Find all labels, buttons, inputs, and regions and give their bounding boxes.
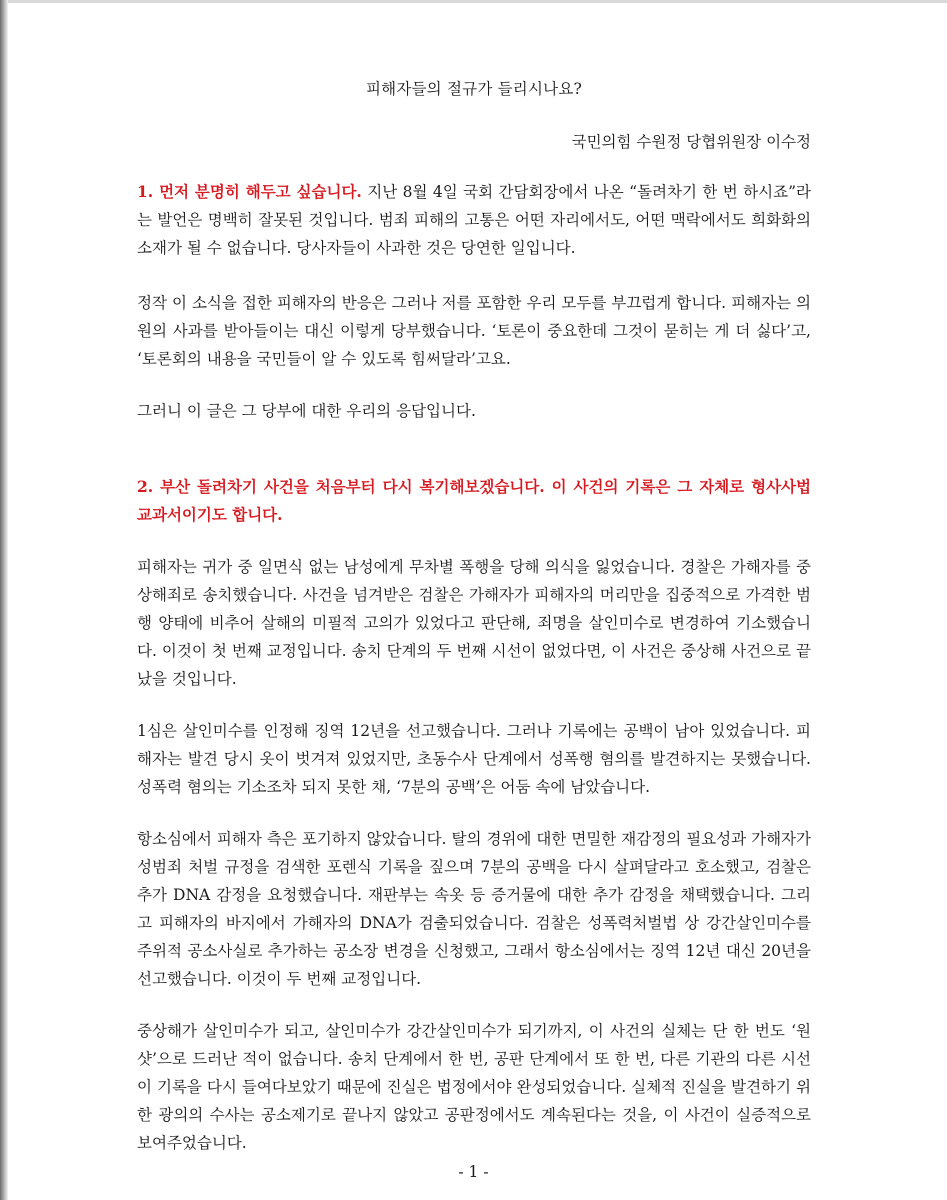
paragraph-2 — [137, 289, 811, 373]
paragraph-text: 그러니 이 글은 그 당부에 대한 우리의 응답입니다. — [137, 402, 476, 420]
paragraph-4 — [137, 473, 811, 529]
paragraph-8 — [137, 1017, 811, 1157]
paragraph-7 — [137, 825, 811, 993]
paragraph-text: 1심은 살인미수를 인정해 징역 12년을 선고했습니다. 그러나 기록에는 공백이 남아 있었습니다. 피해자는 발견 당시 옷이 벗겨져 있었지만, 초동수사 단계에서 성폭행 혐의를 발견하지는 못했습니다. 성폭력 혐의는 기소조차 되지 못한 채, ‘7분의 공백’은 어둠 속에 남았습니다. — [137, 722, 811, 796]
paragraph-3 — [137, 397, 811, 425]
paragraph-text: 피해자는 귀가 중 일면식 없는 남성에게 무차별 폭행을 당해 의식을 잃었습니다. 경찰은 가해자를 중상해죄로 송치했습니다. 사건을 넘겨받은 검찰은 가해자가 피해자의 머리만을 집중적으로 가격한 범행 양태에 비추어 살해의 미필적 고의가 있었다고 판단해, 죄명을 살인미수로 변경하여 기소했습니다. 이것이 첫 번째 교정입니다. 송치 단계의 두 번째 시선이 없었다면, 이 사건은 중상해 사건으로 끝났을 것입니다. — [137, 558, 811, 688]
paragraph-5 — [137, 553, 811, 693]
paragraph-text: 지난 8월 4일 국회 간담회장에서 나온 “돌려차기 한 번 하시죠”라는 발언은 명백히 잘못된 것입니다. 범죄 피해의 고통은 어떤 자리에서도, 어떤 맥락에서도 희화화의 소재가 될 수 없습니다. 당사자들이 사과한 것은 당연한 일입니다. — [137, 183, 811, 257]
page-number: - 1 - — [458, 1163, 489, 1181]
document-title: 피해자들의 절규가 들리시나요? — [365, 80, 582, 98]
page-left-edge — [0, 0, 8, 1200]
document-page — [137, 75, 811, 1157]
paragraph-6 — [137, 717, 811, 801]
section-heading-1: 1. 먼저 분명히 해두고 싶습니다. — [137, 182, 362, 201]
document-author: 국민의힘 수원정 당협위원장 이수정 — [571, 133, 811, 151]
section-heading-2: 2. 부산 돌려차기 사건을 처음부터 다시 복기해보겠습니다. 이 사건의 기록은 그 자체로 형사사법 교과서이기도 합니다. — [137, 477, 811, 524]
paragraph-text: 항소심에서 피해자 측은 포기하지 않았습니다. 탈의 경위에 대한 면밀한 재감정의 필요성과 가해자가 성범죄 처벌 규정을 검색한 포렌식 기록을 짚으며 7분의 공백을 다시 살펴달라고 호소했고, 검찰은 추가 DNA 감정을 요청했습니다. 재판부는 속옷 등 증거물에 대한 추가 감정을 채택했습니다. 그리고 피해자의 바지에서 가해자의 DNA가 검출되었습니다. 검찰은 성폭력처벌법 상 강간살인미수를 주위적 공소사실로 추가하는 공소장 변경을 신청했고, 그래서 항소심에서는 징역 12년 대신 20년을 선고했습니다. 이것이 두 번째 교정입니다. — [137, 830, 811, 988]
paragraph-text: 정작 이 소식을 접한 피해자의 반응은 그러나 저를 포함한 우리 모두를 부끄럽게 합니다. 피해자는 의원의 사과를 받아들이는 대신 이렇게 당부했습니다. ‘토론이 중요한데 그것이 묻히는 게 더 싫다’고, ‘토론회의 내용을 국민들이 알 수 있도록 힘써달라’고요. — [137, 294, 811, 368]
paragraph-1 — [137, 178, 811, 262]
paragraph-text: 중상해가 살인미수가 되고, 살인미수가 강간살인미수가 되기까지, 이 사건의 실체는 단 한 번도 ‘원샷’으로 드러난 적이 없습니다. 송치 단계에서 한 번, 공판 단계에서 또 한 번, 다른 기관의 다른 시선이 기록을 다시 들여다보았기 때문에 진실은 법정에서야 완성되었습니다. 실체적 진실을 발견하기 위한 광의의 수사는 공소제기로 끝나지 않았고 공판정에서도 계속된다는 것을, 이 사건이 실증적으로 보여주었습니다. — [137, 1022, 811, 1152]
page-top-edge — [0, 0, 947, 3]
